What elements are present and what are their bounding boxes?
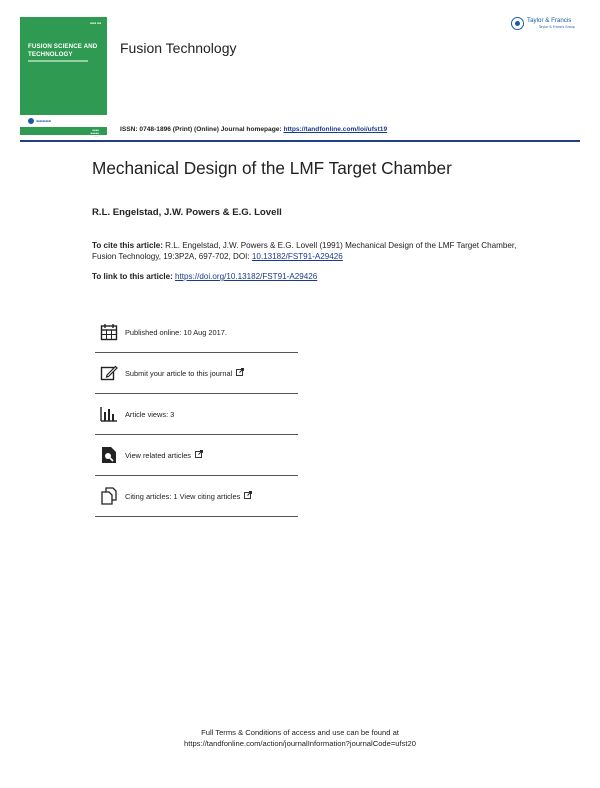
terms-footer-link[interactable]: https://tandfonline.com/action/journalInformation?journalCode=ufst20: [184, 739, 416, 748]
published-date-text: Published online: 10 Aug 2017.: [125, 327, 227, 337]
publisher-logo-text: Taylor & Francis: [527, 17, 572, 25]
related-articles-link[interactable]: View related articles: [125, 450, 191, 460]
citing-articles-link[interactable]: Citing articles: 1 View citing articles: [125, 491, 241, 501]
cover-logo-icon: [28, 118, 34, 124]
cover-subtitle-line: [28, 60, 88, 62]
cover-bottom-marks: ▪▪▪▪ ▪▪▪▪▪ ▪▪▪: [90, 129, 99, 138]
citation-doi-link[interactable]: 10.13182/FST91-A29426: [251, 252, 343, 261]
cover-issue-tag: ▪▪▪ ▪▪: [89, 21, 101, 25]
issn-label: ISSN: 0748-1896 (Print) (Online) Journal homepage:: [120, 126, 282, 133]
cover-logo-mark: ▬▬▬▬▬: [36, 119, 52, 123]
external-link-icon: [195, 450, 203, 460]
info-views: [95, 394, 298, 435]
article-authors: R.L. Engelstad, J.W. Powers & E.G. Lovell: [92, 207, 282, 218]
info-submit[interactable]: [95, 353, 298, 394]
cover-publisher-logo: [28, 117, 51, 125]
publisher-logo-subtext: Taylor & Francis Group: [539, 24, 575, 29]
info-citing[interactable]: [95, 476, 298, 517]
journal-homepage-link[interactable]: https://tandfonline.com/loi/ufst19: [283, 126, 388, 133]
article-title: Mechanical Design of the LMF Target Chamber: [92, 158, 452, 178]
article-doi-link[interactable]: https://doi.org/10.13182/FST91-A29426: [175, 272, 318, 281]
citation-text: R.L. Engelstad, J.W. Powers & E.G. Lovell (1991) Mechanical Design of the LMF Target Chamber, Fusion Technology, 19:3P2A, 697-702, DOI:: [92, 241, 517, 261]
citation-label: To cite this article:: [92, 241, 163, 250]
terms-footer-line1: Full Terms & Conditions of access and use can be found at: [201, 728, 399, 737]
article-link-line: [92, 272, 317, 281]
info-published: [95, 312, 298, 353]
edit-icon: [99, 363, 119, 383]
search-document-icon: [99, 445, 119, 465]
publisher-logo-icon: [511, 17, 524, 30]
calendar-icon: [99, 322, 119, 342]
article-link-label: To link to this article:: [92, 272, 173, 281]
bar-chart-icon: [99, 404, 119, 424]
submit-article-link[interactable]: Submit your article to this journal: [125, 368, 233, 378]
external-link-icon: [236, 368, 244, 378]
info-related[interactable]: [95, 435, 298, 476]
citing-pages-icon: [99, 486, 119, 506]
cover-title: FUSION SCIENCE AND TECHNOLOGY: [28, 43, 98, 58]
article-views-text: Article views: 3: [125, 409, 175, 419]
article-info-list: [95, 312, 298, 517]
publisher-logo[interactable]: [511, 17, 575, 30]
terms-footer: [0, 727, 600, 749]
journal-title: Fusion Technology: [120, 40, 237, 56]
journal-cover: [20, 17, 107, 138]
external-link-icon: [244, 491, 252, 501]
citation-block: [92, 240, 522, 262]
issn-line: [120, 126, 387, 133]
header-divider: [20, 140, 580, 142]
